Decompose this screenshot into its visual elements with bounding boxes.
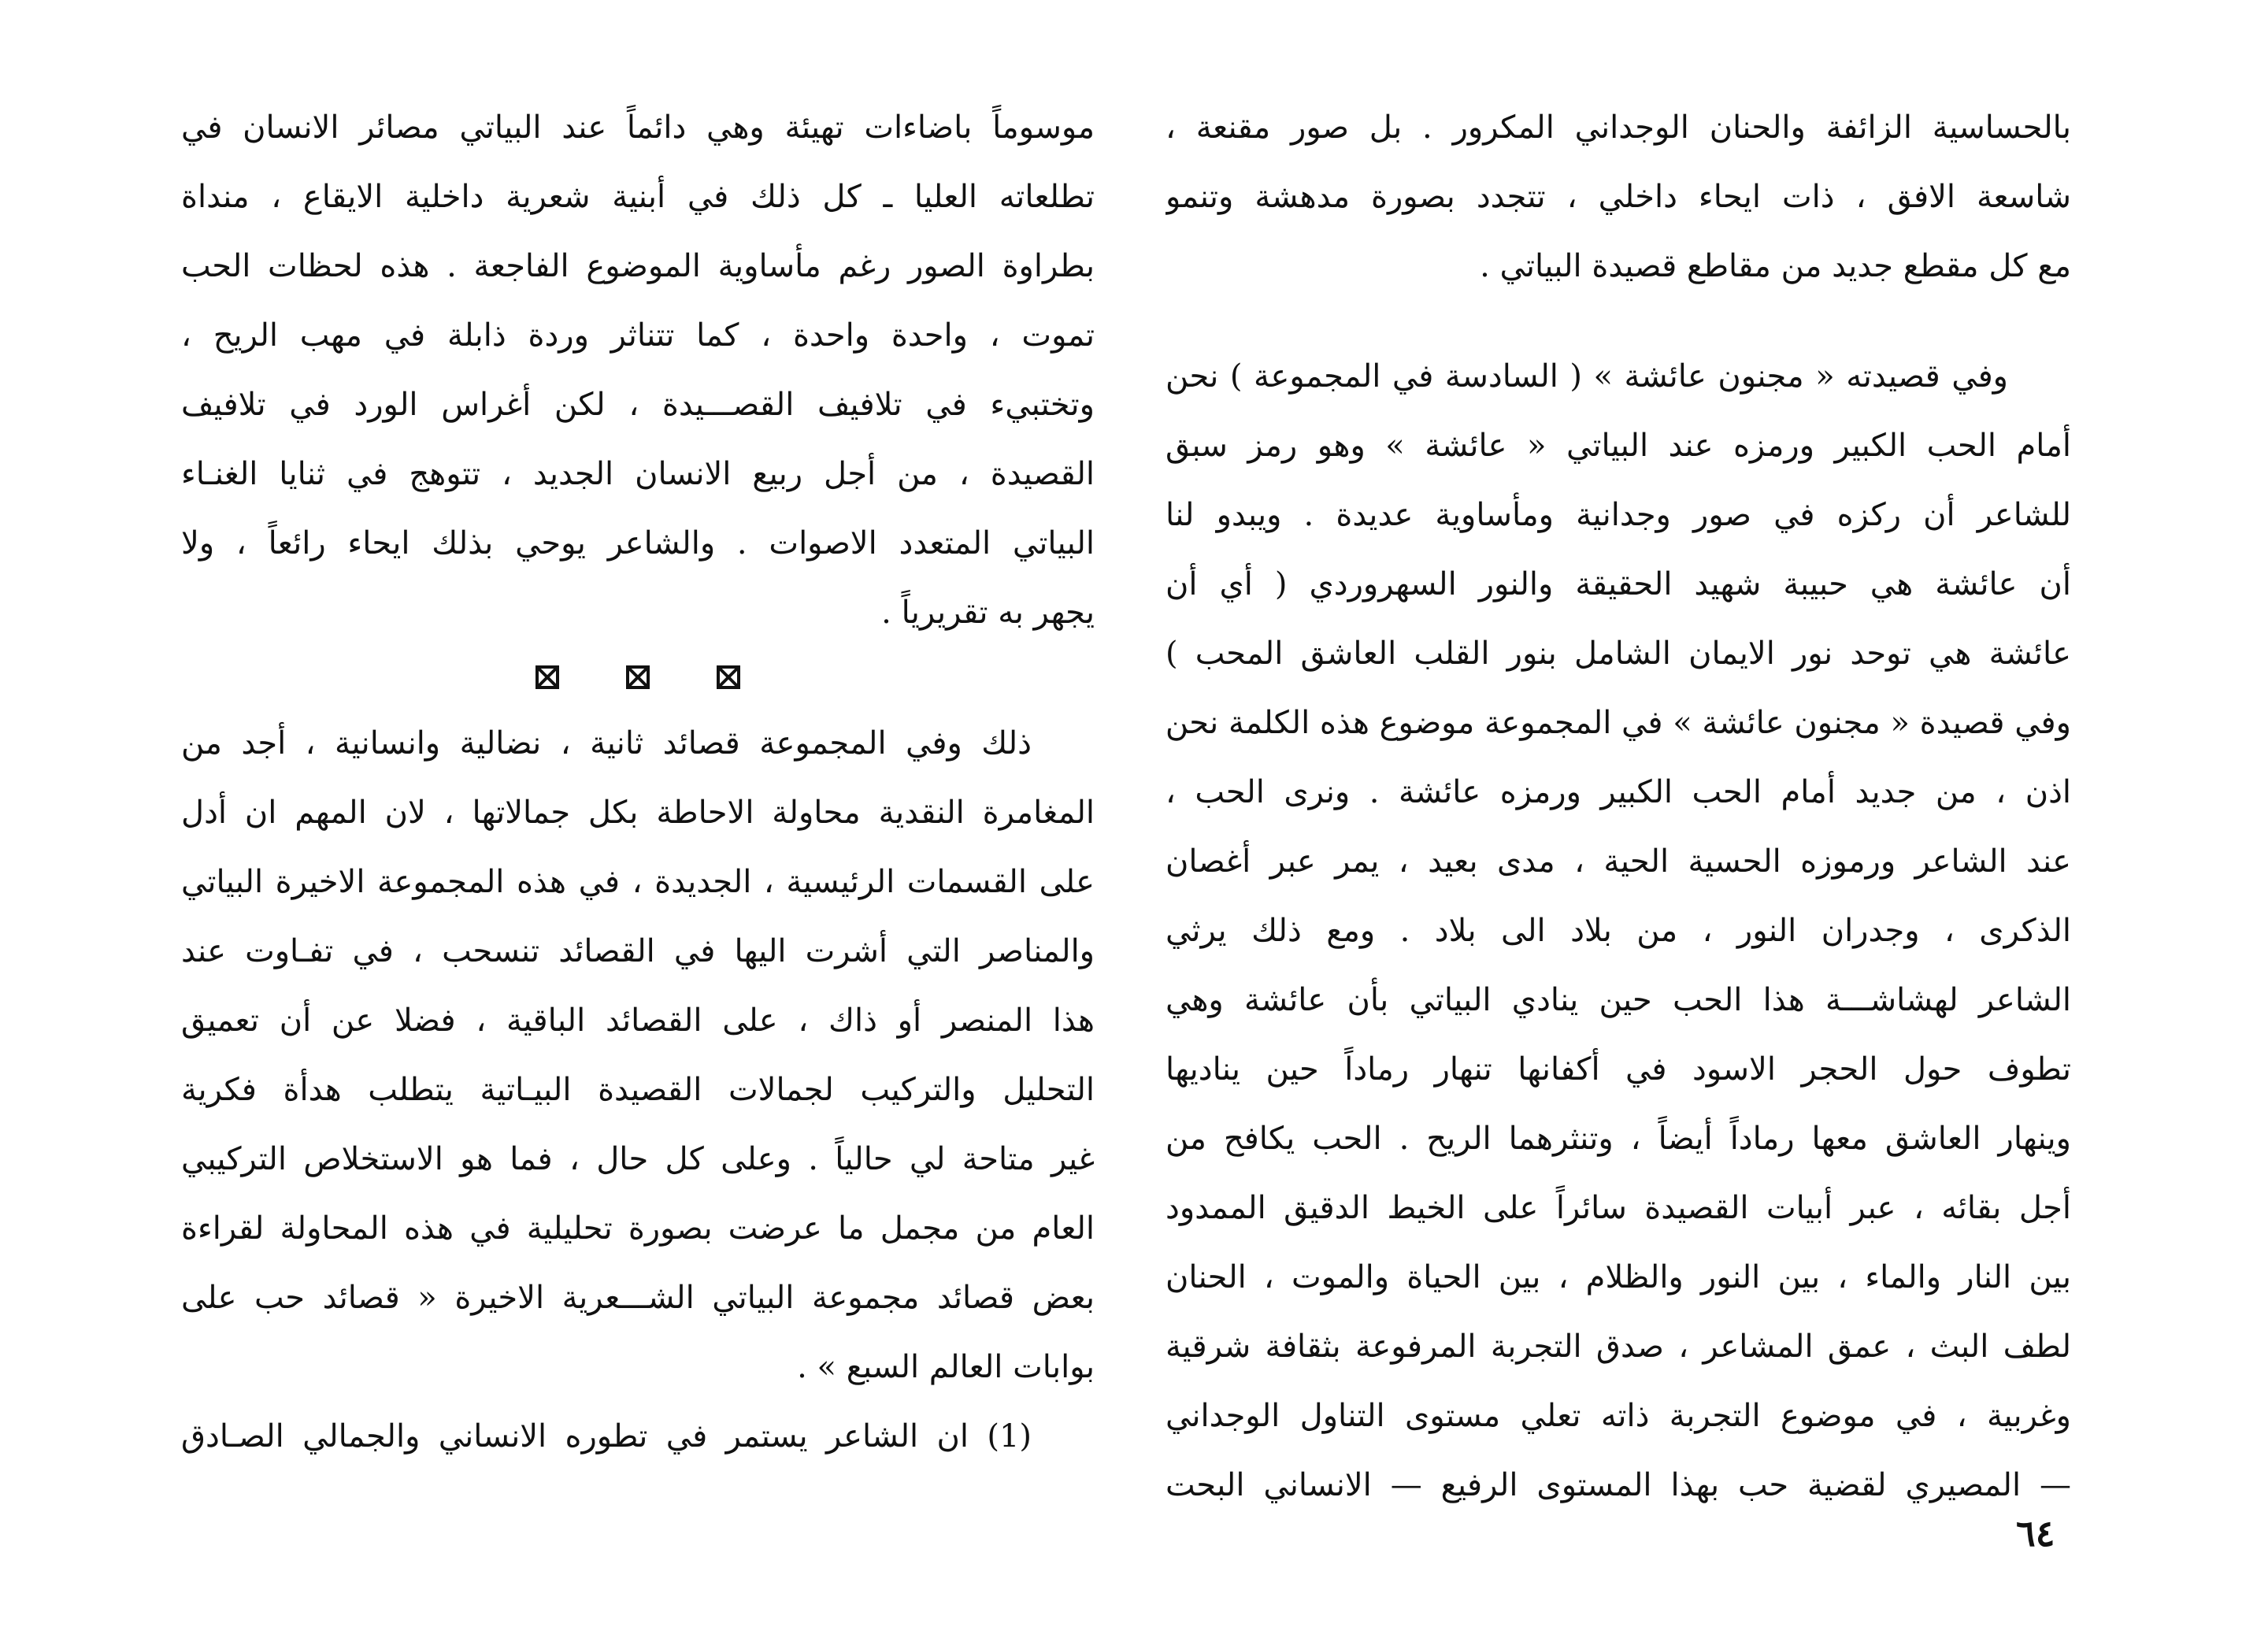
text-line: وفي قصيدة « مجنون عائشة » في المجموعة موضوع هذه الكلمة نحن (1166, 705, 2071, 741)
left-column (181, 93, 1095, 1471)
left-paragraph-3 (181, 1402, 1095, 1471)
text-line: التحليل والتركيب لجمالات القصيدة البيـاتية يتطلب هدأة فكرية (181, 1072, 1095, 1108)
text-line: وفي قصيدته « مجنون عائشة » ( السادسة في المجموعة ) نحن (1166, 358, 2008, 395)
text-line: وتختبيء في تلافيف القصـــيدة ، لكن أغراس الورد في تلافيف (181, 387, 1095, 423)
text-line: الشاعر لهشاشـــة هذا الحب حين ينادي البياتي بأن عائشة وهي (1166, 982, 2071, 1018)
left-paragraph-1 (181, 93, 1095, 647)
text-line: على القسمات الرئيسية ، الجديدة ، في هذه المجموعة الاخيرة البياتي (181, 864, 1095, 900)
text-line: العام من مجمل ما عرضت بصورة تحليلية في هذه المحاولة لقراءة (181, 1210, 1095, 1247)
right-paragraph-2 (1166, 342, 2071, 1520)
text-line: هذا المنصر أو ذاك ، على القصائد الباقية ، فضلا عن أن تعميق (181, 1002, 1095, 1039)
text-line: والمناصر التي أشرت اليها في القصائد تنسحب ، في تفـاوت عند (181, 933, 1095, 969)
text-line: مع كل مقطع جديد من مقاطع قصيدة البياتي . (1480, 248, 2071, 284)
text-line: أن عائشة هي حبيبة شهيد الحقيقة والنور السهروردي ( أي أن (1166, 566, 2071, 602)
text-line: بعض قصائد مجموعة البياتي الشـــعرية الاخيرة « قصائد حب على (181, 1280, 1095, 1316)
text-line: القصيدة ، من أجل ربيع الانسان الجديد ، تتوهج في ثنايا الغنـاء (181, 456, 1095, 492)
text-line: تطوف حول الحجر الاسود في أكفانها تنهار رماداً حين يناديها (1166, 1051, 2071, 1088)
text-line: عند الشاعر ورموزه الحسية الحية ، مدى بعيد ، يمر عبر أغصان (1166, 843, 2071, 880)
text-line: أمام الحب الكبير ورمزه عند البياتي « عائشة » وهو رمز سبق (1166, 428, 2071, 464)
text-line: (1) ان الشاعر يستمر في تطوره الانساني والجمالي الصـادق (181, 1418, 1032, 1455)
text-line: اذن ، من جديد أمام الحب الكبير ورمزه عائشة . ونرى الحب ، (1166, 774, 2071, 810)
text-line: غير متاحة لي حالياً . وعلى كل حال ، فما هو الاستخلاص التركيبي (181, 1141, 1095, 1177)
text-line: تموت ، واحدة واحدة ، كما تتناثر وردة ذابلة في مهب الريح ، (181, 317, 1095, 354)
right-column (1166, 93, 2071, 1520)
left-paragraph-2 (181, 709, 1095, 1402)
text-line: — المصيري لقضية حب بهذا المستوى الرفيع — الانساني البحت (1166, 1467, 2071, 1503)
page-number: ٦٤ (2016, 1512, 2055, 1555)
right-paragraph-1 (1166, 93, 2071, 301)
text-line: يجهر به تقريرياً . (881, 595, 1095, 631)
section-divider-ornament (536, 662, 740, 693)
text-line: وغربية ، في موضوع التجربة ذاته تعلي مستوى التناول الوجداني (1166, 1398, 2071, 1434)
cross-box-icon (626, 665, 650, 689)
text-line: وينهار العاشق معها رماداً أيضاً ، وتنثرهما الريح . الحب يكافح من (1166, 1121, 2071, 1157)
text-line: تطلعاته العليا ـ كل ذلك في أبنية شعرية داخلية الايقاع ، منداة (181, 179, 1095, 215)
cross-box-icon (536, 665, 559, 689)
text-line: المغامرة النقدية محاولة الاحاطة بكل جمالاتها ، لان المهم ان أدل (181, 795, 1095, 831)
text-line: بين النار والماء ، بين النور والظلام ، بين الحياة والموت ، الحنان (1166, 1259, 2071, 1295)
text-line: موسوماً باضاءات تهيئة وهي دائماً عند البياتي مصائر الانسان في (181, 109, 1095, 146)
text-line: عائشة هي توحد نور الايمان الشامل بنور القلب العاشق المحب ) (1166, 636, 2071, 672)
text-line: ذلك وفي المجموعة قصائد ثانية ، نضالية وانسانية ، أجد من (181, 725, 1032, 762)
text-line: لطف البث ، عمق المشاعر ، صدق التجربة المرفوعة بثقافة شرقية (1166, 1329, 2071, 1365)
text-line: الذكرى ، وجدران النور ، من بلاد الى بلاد . ومع ذلك يرثي (1166, 913, 2071, 949)
text-line: بالحساسية الزائفة والحنان الوجداني المكرور . بل صور مقنعة ، (1166, 109, 2071, 146)
cross-box-icon (717, 665, 740, 689)
text-line: البياتي المتعدد الاصوات . والشاعر يوحي بذلك ايحاء رائعاً ، ولا (181, 525, 1095, 561)
text-line: للشاعر أن ركزه في صور وجدانية ومأساوية عديدة . ويبدو لنا (1166, 497, 2071, 533)
text-line: بطراوة الصور رغم مأساوية الموضوع الفاجعة . هذه لحظات الحب (181, 248, 1095, 284)
text-line: شاسعة الافق ، ذات ايحاء داخلي ، تتجدد بصورة مدهشة وتنمو (1166, 179, 2071, 215)
text-line: بوابات العالم السبع » . (797, 1349, 1095, 1385)
text-line: أجل بقائه ، عبر أبيات القصيدة سائراً على الخيط الدقيق الممدود (1166, 1190, 2071, 1226)
